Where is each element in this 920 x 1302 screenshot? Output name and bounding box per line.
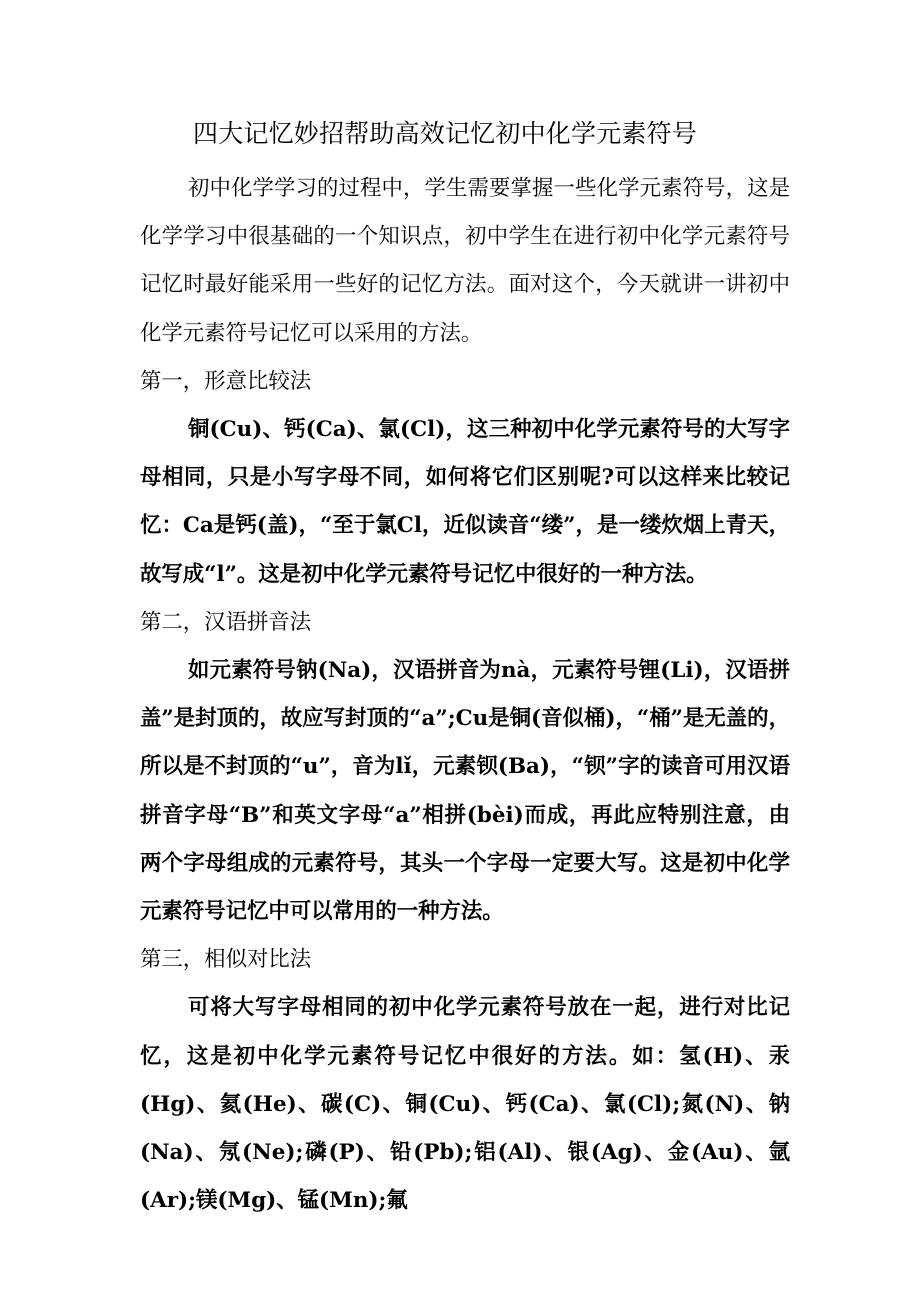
section-paragraph-2: 如元素符号钠(Na)，汉语拼音为nà，元素符号锂(Li)，汉语拼盖”是封顶的，故应写封顶的“a”;Cu是铜(音似桶)，“桶”是无盖的，所以是不封顶的“u”，音为lǐ，元素钡(Ba)，“钡”字的读音可用汉语拼音字母“B”和英文字母“a”相拼(bèi)而成，再此应特别注意，由两个字母组成的元素符号，其头一个字母一定要大写。这是初中化学元素符号记忆中可以常用的一种方法。 bbox=[140, 658, 790, 925]
document-body bbox=[140, 165, 790, 1225]
section-paragraph-3: 可将大写字母相同的初中化学元素符号放在一起，进行对比记忆，这是初中化学元素符号记忆中很好的方法。如：氢(H)、汞(Hg)、氦(He)、碳(C)、铜(Cu)、钙(Ca)、氯(Cl);氮(N)、钠(Na)、氖(Ne);磷(P)、铅(Pb);铝(Al)、银(Ag)、金(Au)、氩(Ar);镁(Mg)、锰(Mn);氟 bbox=[140, 995, 790, 1214]
section-heading-3: 第三，相似对比法 bbox=[140, 947, 312, 973]
section-paragraph-1: 铜(Cu)、钙(Ca)、氯(Cl)，这三种初中化学元素符号的大写字母相同，只是小写字母不同，如何将它们区别呢?可以这样来比较记忆：Ca是钙(盖)，“至于氯Cl，近似读音“缕”，是一缕炊烟上青天，故写成“l”。这是初中化学元素符号记忆中很好的一种方法。 bbox=[140, 417, 790, 587]
document-title: 四大记忆妙招帮助高效记忆初中化学元素符号 bbox=[193, 119, 698, 148]
section-heading-1: 第一，形意比较法 bbox=[140, 368, 312, 394]
intro-paragraph: 初中化学学习的过程中，学生需要掌握一些化学元素符号，这是化学学习中很基础的一个知识点，初中学生在进行初中化学元素符号记忆时最好能采用一些好的记忆方法。面对这个，今天就讲一讲初中化学元素符号记忆可以采用的方法。 bbox=[140, 176, 790, 346]
section-heading-2: 第二，汉语拼音法 bbox=[140, 609, 312, 635]
